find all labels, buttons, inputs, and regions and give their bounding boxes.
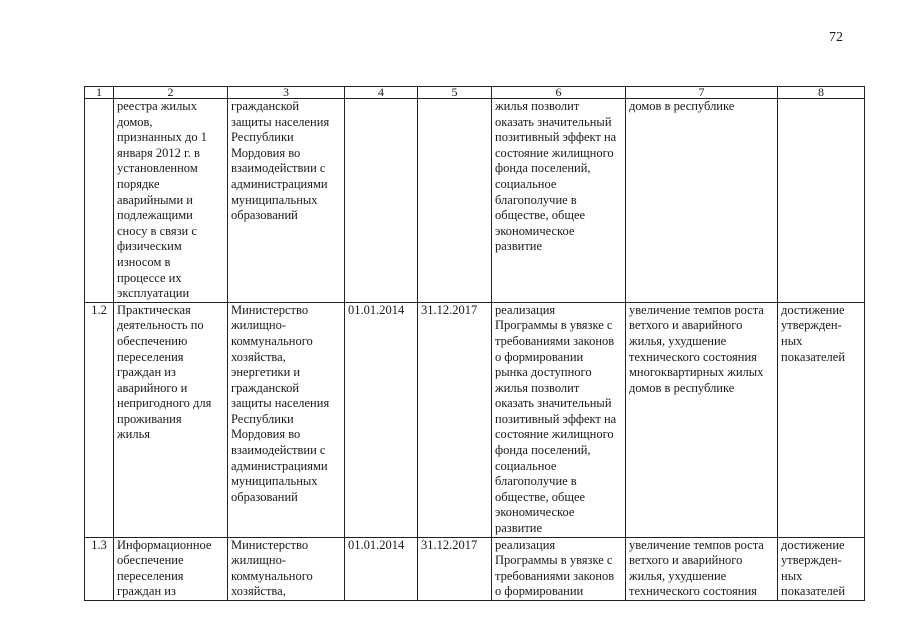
column-header: 4 — [345, 87, 418, 99]
column-header: 6 — [492, 87, 626, 99]
program-measures-table — [84, 86, 865, 601]
executor-cell: Министерство жилищно- коммунального хозяйства, энергетики и гражданской защиты населения Республики Мордовия во взаимодействии с администрациями муниципальных образований — [228, 302, 345, 537]
measure-name-cell: Практическая деятельность по обеспечению переселения граждан из аварийного и непригодного для проживания жилья — [114, 302, 228, 537]
measure-name-cell: реестра жилых домов, признанных до 1 января 2012 г. в установленном порядке аварийными и подлежащими сносу в связи с физическим износом в процессе их эксплуатации — [114, 99, 228, 303]
consequences-cell: увеличение темпов роста ветхого и аварийного жилья, ухудшение технического состояния многоквартирных жилых домов в республике — [626, 302, 778, 537]
table-row — [85, 99, 865, 303]
start-date-cell: 01.01.2014 — [345, 537, 418, 600]
expected-result-cell: реализация Программы в увязке с требованиями законов о формировании рынка доступного жилья позволит оказать значительный позитивный эффект на состояние жилищного фонда поселений, социальное благополучие в обществе, общее экономическое развитие — [492, 302, 626, 537]
column-header: 2 — [114, 87, 228, 99]
row-number-cell: 1.3 — [85, 537, 114, 600]
consequences-cell: домов в республике — [626, 99, 778, 303]
expected-result-cell: жилья позволит оказать значительный позитивный эффект на состояние жилищного фонда поселений, социальное благополучие в обществе, общее экономическое развитие — [492, 99, 626, 303]
end-date-cell: 31.12.2017 — [418, 302, 492, 537]
indicators-cell: достижение утвержден- ных показателей — [778, 537, 865, 600]
table-row — [85, 302, 865, 537]
executor-cell: гражданской защиты населения Республики Мордовия во взаимодействии с администрациями муниципальных образований — [228, 99, 345, 303]
start-date-cell — [345, 99, 418, 303]
page-number: 72 — [829, 30, 843, 45]
column-header: 5 — [418, 87, 492, 99]
end-date-cell: 31.12.2017 — [418, 537, 492, 600]
consequences-cell: увеличение темпов роста ветхого и аварийного жилья, ухудшение технического состояния — [626, 537, 778, 600]
expected-result-cell: реализация Программы в увязке с требованиями законов о формировании — [492, 537, 626, 600]
column-header: 8 — [778, 87, 865, 99]
indicators-cell: достижение утвержден- ных показателей — [778, 302, 865, 537]
measure-name-cell: Информационное обеспечение переселения граждан из — [114, 537, 228, 600]
column-header: 3 — [228, 87, 345, 99]
column-header: 1 — [85, 87, 114, 99]
row-number-cell — [85, 99, 114, 303]
table-row — [85, 537, 865, 600]
start-date-cell: 01.01.2014 — [345, 302, 418, 537]
indicators-cell — [778, 99, 865, 303]
column-number-header-row — [85, 87, 865, 99]
executor-cell: Министерство жилищно- коммунального хозяйства, — [228, 537, 345, 600]
end-date-cell — [418, 99, 492, 303]
row-number-cell: 1.2 — [85, 302, 114, 537]
column-header: 7 — [626, 87, 778, 99]
